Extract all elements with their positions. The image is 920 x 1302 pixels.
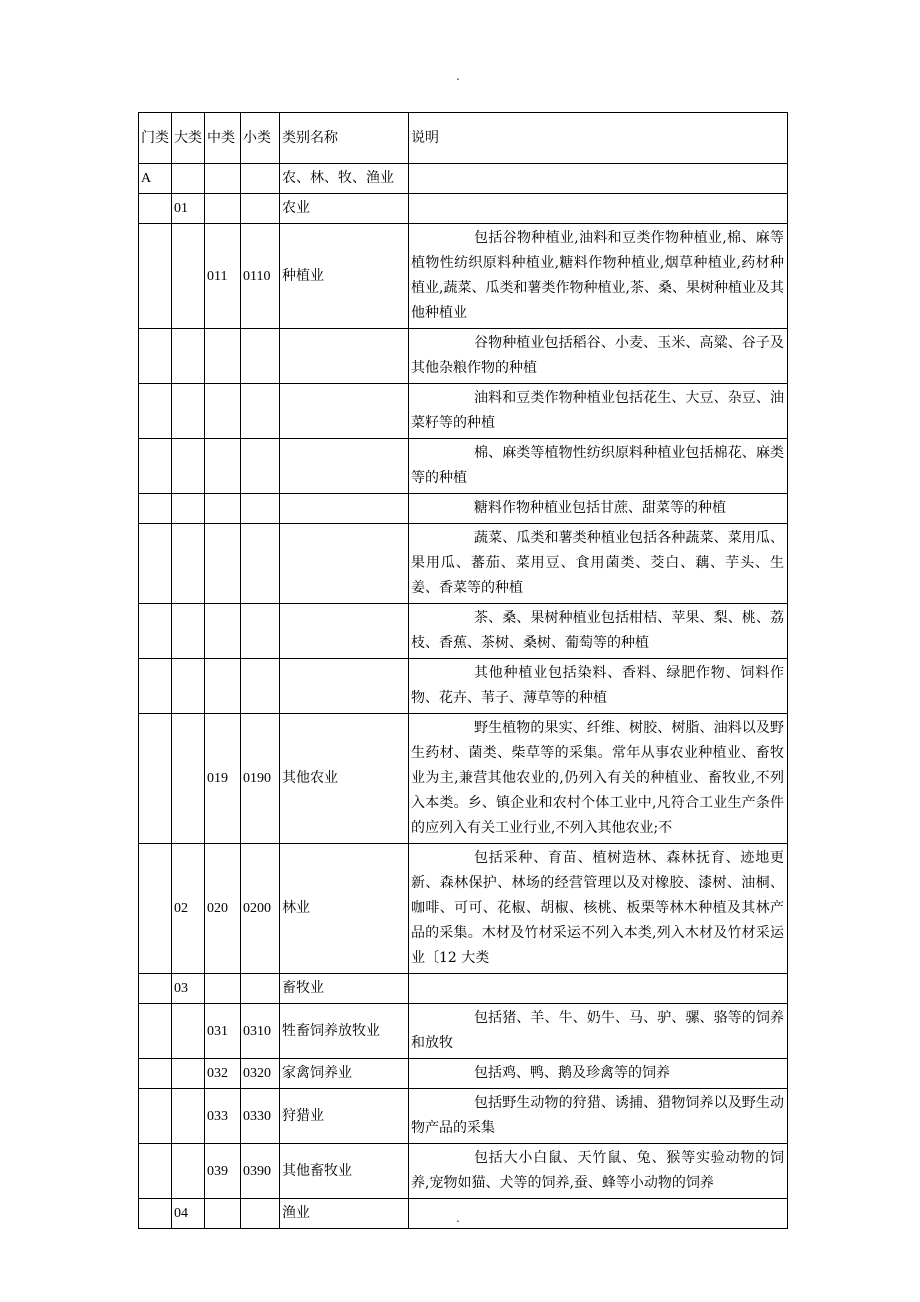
name-cell: 林业 [280, 844, 409, 974]
desc-cell: 蔬菜、瓜类和薯类种植业包括各种蔬菜、菜用瓜、果用瓜、蕃茄、菜用豆、食用菌类、茭白、藕、芋头、生姜、香菜等的种植 [409, 524, 788, 604]
table-row [139, 384, 788, 439]
door-cell [139, 1199, 172, 1229]
minor-cell: 0200 [241, 844, 280, 974]
major-cell [172, 494, 205, 524]
industry-classification-table [138, 112, 788, 1229]
door-cell [139, 194, 172, 224]
minor-cell: 0330 [241, 1089, 280, 1144]
minor-cell: 0310 [241, 1004, 280, 1059]
desc-cell: 包括猪、羊、牛、奶牛、马、驴、骡、骆等的饲养和放牧 [409, 1004, 788, 1059]
door-cell [139, 329, 172, 384]
door-cell [139, 714, 172, 844]
header-middle: 中类 [205, 113, 241, 164]
name-cell [280, 329, 409, 384]
middle-cell [205, 439, 241, 494]
desc-cell: 糖料作物种植业包括甘蔗、甜菜等的种植 [409, 494, 788, 524]
middle-cell: 019 [205, 714, 241, 844]
name-cell: 其他畜牧业 [280, 1144, 409, 1199]
footer-dot: . [456, 1211, 460, 1225]
middle-cell [205, 164, 241, 194]
header-door: 门类 [139, 113, 172, 164]
major-cell [172, 604, 205, 659]
minor-cell [241, 974, 280, 1004]
table-row [139, 974, 788, 1004]
table-row [139, 604, 788, 659]
table-header-row [139, 113, 788, 164]
table-row [139, 1089, 788, 1144]
minor-cell [241, 1199, 280, 1229]
major-cell [172, 1059, 205, 1089]
door-cell [139, 844, 172, 974]
name-cell: 农业 [280, 194, 409, 224]
minor-cell: 0390 [241, 1144, 280, 1199]
door-cell [139, 659, 172, 714]
door-cell [139, 974, 172, 1004]
major-cell [172, 1089, 205, 1144]
middle-cell [205, 524, 241, 604]
middle-cell: 033 [205, 1089, 241, 1144]
desc-cell: 谷物种植业包括稻谷、小麦、玉米、高粱、谷子及其他杂粮作物的种植 [409, 329, 788, 384]
minor-cell: 0190 [241, 714, 280, 844]
minor-cell [241, 604, 280, 659]
major-cell: 03 [172, 974, 205, 1004]
minor-cell [241, 384, 280, 439]
name-cell: 农、林、牧、渔业 [280, 164, 409, 194]
minor-cell: 0320 [241, 1059, 280, 1089]
desc-cell: 茶、桑、果树种植业包括柑桔、苹果、梨、桃、荔枝、香蕉、茶树、桑树、葡萄等的种植 [409, 604, 788, 659]
desc-cell: 野生植物的果实、纤维、树胶、树脂、油料以及野生药材、菌类、柴草等的采集。常年从事农业种植业、畜牧业为主,兼营其他农业的,仍列入有关的种植业、畜牧业,不列入本类。乡、镇企业和农村个体工业中,凡符合工业生产条件的应列入有关工业行业,不列入其他农业;不 [409, 714, 788, 844]
major-cell [172, 164, 205, 194]
major-cell [172, 1144, 205, 1199]
name-cell [280, 384, 409, 439]
table-row [139, 439, 788, 494]
desc-cell [409, 974, 788, 1004]
minor-cell: 0110 [241, 224, 280, 329]
door-cell [139, 494, 172, 524]
header-minor: 小类 [241, 113, 280, 164]
minor-cell [241, 329, 280, 384]
minor-cell [241, 659, 280, 714]
table-row [139, 164, 788, 194]
header-dot: . [456, 69, 460, 83]
middle-cell: 039 [205, 1144, 241, 1199]
middle-cell [205, 1199, 241, 1229]
desc-cell: 包括谷物种植业,油料和豆类作物种植业,棉、麻等植物性纺织原料种植业,糖料作物种植业,烟草种植业,药材种植业,蔬菜、瓜类和薯类作物种植业,茶、桑、果树种植业及其他种植业 [409, 224, 788, 329]
desc-cell: 棉、麻类等植物性纺织原料种植业包括棉花、麻类等的种植 [409, 439, 788, 494]
major-cell [172, 329, 205, 384]
minor-cell [241, 194, 280, 224]
table-row [139, 329, 788, 384]
table-row [139, 224, 788, 329]
middle-cell [205, 494, 241, 524]
middle-cell [205, 974, 241, 1004]
middle-cell: 032 [205, 1059, 241, 1089]
door-cell [139, 439, 172, 494]
major-cell [172, 714, 205, 844]
name-cell [280, 494, 409, 524]
table-row [139, 1144, 788, 1199]
major-cell [172, 1004, 205, 1059]
door-cell: A [139, 164, 172, 194]
middle-cell: 031 [205, 1004, 241, 1059]
header-desc: 说明 [409, 113, 788, 164]
middle-cell: 011 [205, 224, 241, 329]
name-cell [280, 524, 409, 604]
name-cell: 其他农业 [280, 714, 409, 844]
desc-cell [409, 194, 788, 224]
table-row [139, 714, 788, 844]
table-row [139, 1059, 788, 1089]
minor-cell [241, 164, 280, 194]
middle-cell [205, 604, 241, 659]
door-cell [139, 1059, 172, 1089]
name-cell [280, 604, 409, 659]
door-cell [139, 384, 172, 439]
name-cell [280, 439, 409, 494]
door-cell [139, 604, 172, 659]
header-major: 大类 [172, 113, 205, 164]
major-cell: 01 [172, 194, 205, 224]
middle-cell [205, 194, 241, 224]
door-cell [139, 1089, 172, 1144]
minor-cell [241, 524, 280, 604]
name-cell: 狩猎业 [280, 1089, 409, 1144]
desc-cell: 油料和豆类作物种植业包括花生、大豆、杂豆、油菜籽等的种植 [409, 384, 788, 439]
desc-cell: 包括野生动物的狩猎、诱捕、猎物饲养以及野生动物产品的采集 [409, 1089, 788, 1144]
table-row [139, 844, 788, 974]
table-row [139, 1004, 788, 1059]
table-row [139, 524, 788, 604]
name-cell: 畜牧业 [280, 974, 409, 1004]
name-cell [280, 659, 409, 714]
name-cell: 家禽饲养业 [280, 1059, 409, 1089]
name-cell: 种植业 [280, 224, 409, 329]
header-name: 类别名称 [280, 113, 409, 164]
major-cell: 04 [172, 1199, 205, 1229]
table-row [139, 659, 788, 714]
door-cell [139, 1144, 172, 1199]
desc-cell [409, 164, 788, 194]
door-cell [139, 1004, 172, 1059]
desc-cell: 包括大小白鼠、天竹鼠、兔、猴等实验动物的饲养,宠物如猫、犬等的饲养,蚕、蜂等小动物的饲养 [409, 1144, 788, 1199]
major-cell: 02 [172, 844, 205, 974]
middle-cell: 020 [205, 844, 241, 974]
minor-cell [241, 439, 280, 494]
middle-cell [205, 659, 241, 714]
door-cell [139, 224, 172, 329]
major-cell [172, 659, 205, 714]
major-cell [172, 524, 205, 604]
table-row [139, 494, 788, 524]
name-cell: 牲畜饲养放牧业 [280, 1004, 409, 1059]
major-cell [172, 384, 205, 439]
minor-cell [241, 494, 280, 524]
desc-cell: 其他种植业包括染料、香料、绿肥作物、饲料作物、花卉、苇子、薄草等的种植 [409, 659, 788, 714]
middle-cell [205, 384, 241, 439]
middle-cell [205, 329, 241, 384]
door-cell [139, 524, 172, 604]
desc-cell: 包括采种、育苗、植树造林、森林抚育、迹地更新、森林保护、林场的经营管理以及对橡胶、漆树、油桐、咖啡、可可、花椒、胡椒、核桃、板栗等林木种植及其林产品的采集。木材及竹材采运不列入本类,列入木材及竹材采运业〔12 大类 [409, 844, 788, 974]
major-cell [172, 439, 205, 494]
table-row [139, 1199, 788, 1229]
major-cell [172, 224, 205, 329]
desc-cell: 包括鸡、鸭、鹅及珍禽等的饲养 [409, 1059, 788, 1089]
desc-cell [409, 1199, 788, 1229]
name-cell: 渔业 [280, 1199, 409, 1229]
table-row [139, 194, 788, 224]
